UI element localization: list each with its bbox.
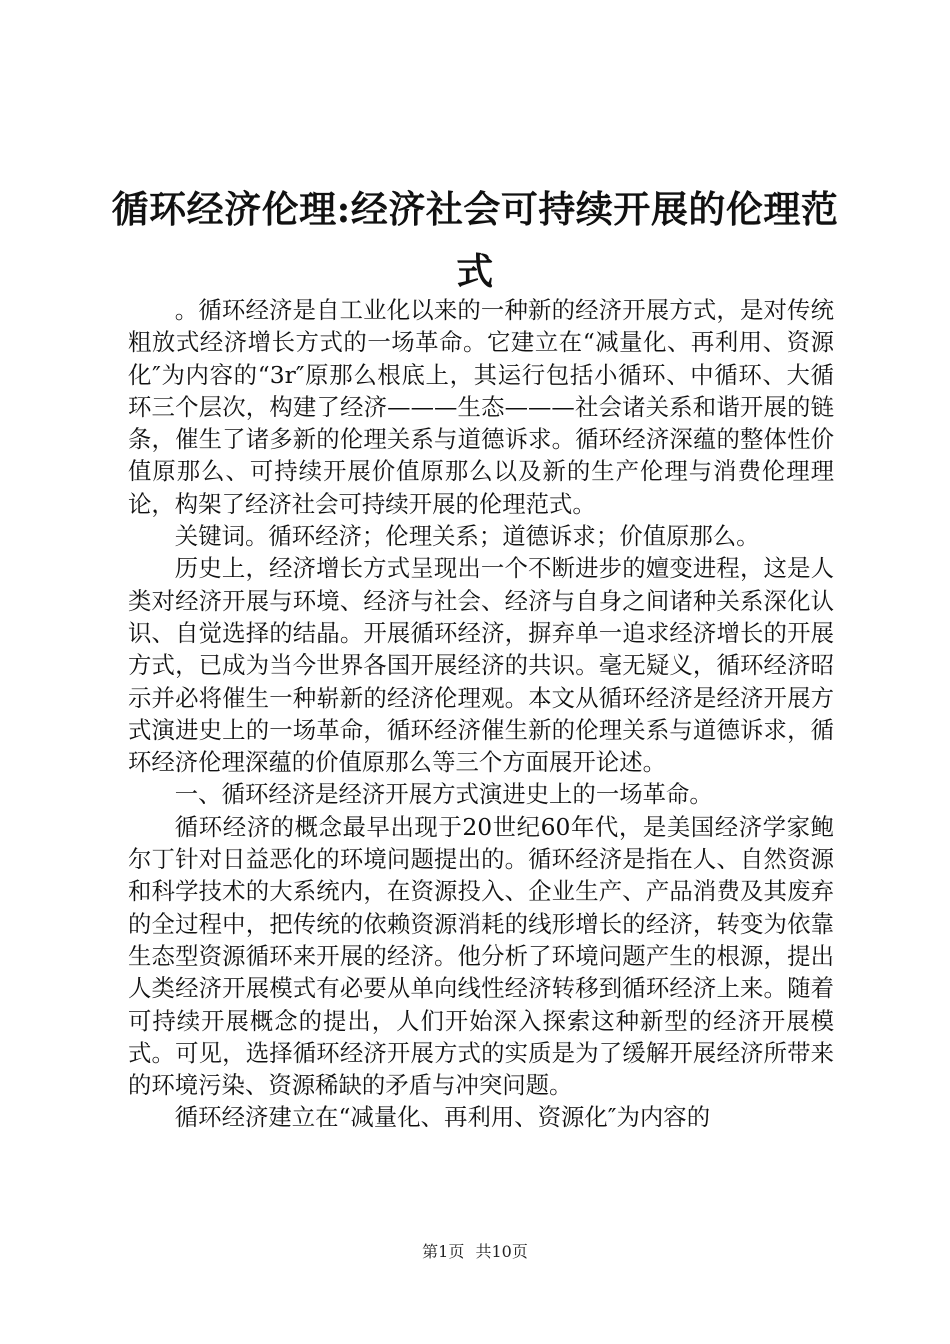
section-heading: 一、循环经济是经济开展方式演进史上的一场革命。 bbox=[174, 780, 713, 809]
body-paragraph: 循环经济的概念最早出现于20世纪60年代，是美国经济学家鲍尔丁针对日益恶化的环境问题提出的。循环经济是指在人、自然资源和科学技术的大系统内，在资源投入、企业生产、产品消费及其废弃的全过程中，把传统的依赖资源消耗的线形增长的经济，转变为依靠生态型资源循环来开展的经济。他分析了环境问题产生的根源，提出人类经济开展模式有必要从单向线性经济转移到循环经济上来。随着可持续开展概念的提出，人们开始深入探索这种新型的经济开展模式。可见，选择循环经济开展方式的实质是为了缓解开展经济所带来的环境污染、资源稀缺的矛盾与冲突问题。 bbox=[128, 812, 834, 1100]
keywords-paragraph: 关键词。循环经济；伦理关系；道德诉求；价值原那么。 bbox=[174, 522, 760, 551]
body-paragraph-continued: 循环经济建立在“减量化、再利用、资源化″为内容的 bbox=[174, 1103, 711, 1132]
page-number: 第1页 bbox=[422, 1242, 465, 1261]
document-title: 循环经济伦理:经济社会可持续开展的伦理范式 bbox=[111, 187, 839, 293]
abstract-paragraph: 。循环经济是自工业化以来的一种新的经济开展方式，是对传统粗放式经济增长方式的一场革命。它建立在“减量化、再利用、资源化″为内容的“3r″原那么根底上，其运行包括小循环、中循环、大循环三个层次，构建了经济———生态———社会诸关系和谐开展的链条，催生了诸多新的伦理关系与道德诉求。循环经济深蕴的整体性价值原那么、可持续开展价值原那么以及新的生产伦理与消费伦理理论，构架了经济社会可持续开展的伦理范式。 bbox=[128, 296, 834, 518]
page-total: 共10页 bbox=[475, 1242, 528, 1261]
intro-paragraph: 历史上，经济增长方式呈现出一个不断进步的嬗变进程，这是人类对经济开展与环境、经济与社会、经济与自身之间诸种关系深化认识、自觉选择的结晶。开展循环经济，摒弃单一追求经济增长的开展方式，已成为当今世界各国开展经济的共识。毫无疑义，循环经济昭示并必将催生一种崭新的经济伦理观。本文从循环经济是经济开展方式演进史上的一场革命，循环经济催生新的伦理关系与道德诉求，循环经济伦理深蕴的价值原那么等三个方面展开论述。 bbox=[128, 554, 834, 777]
document-body bbox=[128, 294, 834, 1134]
page-footer bbox=[0, 1241, 950, 1263]
